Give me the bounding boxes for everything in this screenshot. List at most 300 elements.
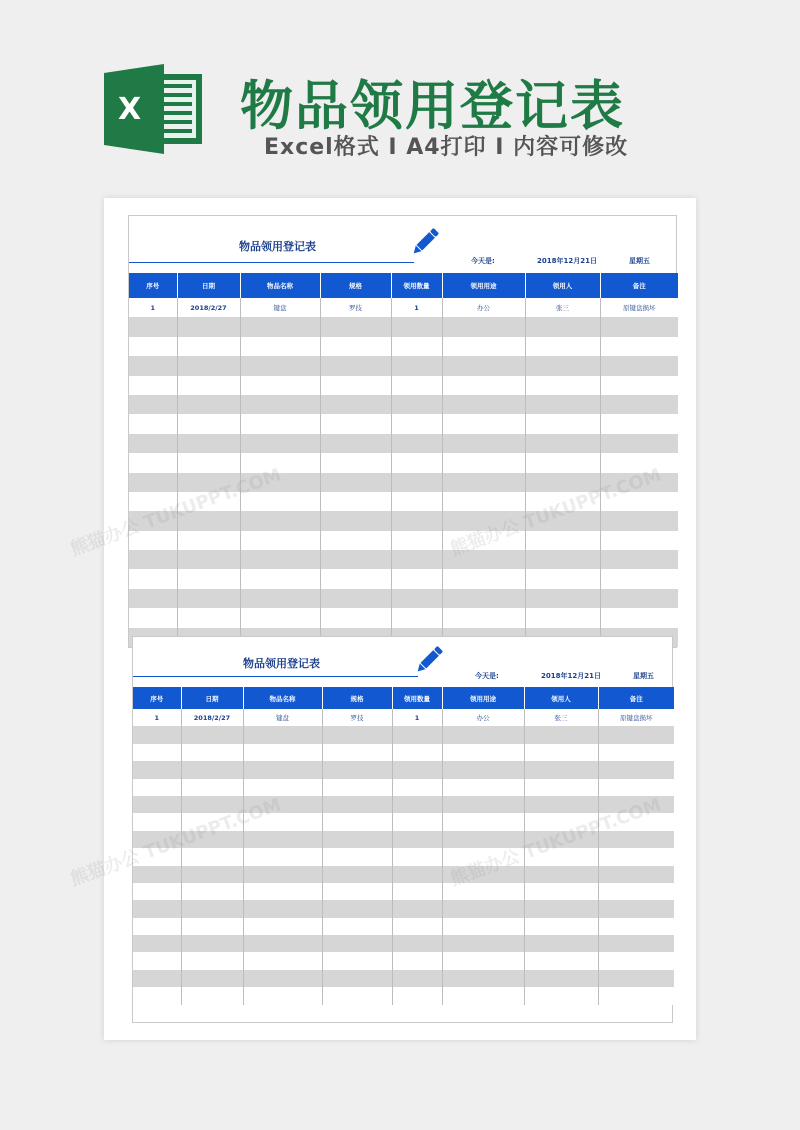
table-cell[interactable]: 1 [391, 298, 442, 317]
table-cell[interactable] [442, 744, 524, 761]
table-cell[interactable] [133, 987, 181, 1004]
table-cell[interactable] [600, 492, 678, 511]
table-cell[interactable] [600, 414, 678, 433]
table-cell[interactable] [598, 883, 674, 900]
table-cell[interactable] [133, 900, 181, 917]
table-cell[interactable] [600, 569, 678, 588]
table-cell[interactable] [525, 376, 600, 395]
table-cell[interactable] [442, 434, 525, 453]
table-cell[interactable] [177, 317, 240, 336]
table-cell[interactable] [600, 531, 678, 550]
table-cell[interactable] [442, 900, 524, 917]
table-cell[interactable] [525, 492, 600, 511]
table-cell[interactable]: 1 [129, 298, 177, 317]
table-cell[interactable] [129, 608, 177, 627]
table-cell[interactable] [600, 376, 678, 395]
table-cell[interactable] [598, 831, 674, 848]
table-cell[interactable] [320, 473, 391, 492]
table-cell[interactable] [243, 970, 322, 987]
table-cell[interactable] [600, 589, 678, 608]
table-cell[interactable] [598, 813, 674, 830]
table-cell[interactable] [243, 848, 322, 865]
table-cell[interactable] [240, 589, 320, 608]
table-cell[interactable] [243, 813, 322, 830]
table-row [129, 569, 678, 588]
table-row [133, 970, 674, 987]
table-cell[interactable] [598, 761, 674, 778]
title-underline [129, 262, 414, 263]
table-cell[interactable] [524, 918, 598, 935]
table-cell[interactable]: 罗技 [320, 298, 391, 317]
table-cell[interactable] [243, 883, 322, 900]
table-cell[interactable] [442, 761, 524, 778]
table-cell[interactable] [442, 952, 524, 969]
table-cell[interactable] [133, 796, 181, 813]
table-cell[interactable] [177, 511, 240, 530]
table-cell[interactable] [442, 779, 524, 796]
table-cell[interactable] [391, 414, 442, 433]
column-header: 规格 [320, 273, 391, 298]
column-header: 领用用途 [442, 687, 524, 709]
table-cell[interactable] [129, 317, 177, 336]
title-underline [133, 676, 418, 677]
table-cell[interactable] [524, 779, 598, 796]
table-cell[interactable] [442, 589, 525, 608]
table-cell[interactable] [240, 337, 320, 356]
table-cell[interactable] [320, 569, 391, 588]
table-cell[interactable]: 办公 [442, 298, 525, 317]
table-cell[interactable] [129, 569, 177, 588]
table-cell[interactable] [600, 473, 678, 492]
table-cell[interactable] [525, 356, 600, 375]
table-cell[interactable] [322, 813, 392, 830]
table-row [129, 492, 678, 511]
table-cell[interactable] [525, 550, 600, 569]
table-cell[interactable] [524, 987, 598, 1004]
table-cell[interactable] [129, 395, 177, 414]
table-cell[interactable] [598, 779, 674, 796]
table-cell[interactable]: 原键盘损坏 [598, 709, 674, 726]
table-cell[interactable] [320, 414, 391, 433]
table-cell[interactable] [392, 744, 442, 761]
table-cell[interactable] [600, 434, 678, 453]
table-cell[interactable] [320, 531, 391, 550]
table-cell[interactable] [240, 317, 320, 336]
table-cell[interactable] [392, 779, 442, 796]
table-cell[interactable] [322, 935, 392, 952]
table-cell[interactable] [524, 796, 598, 813]
table-row [133, 761, 674, 778]
table-cell[interactable] [129, 511, 177, 530]
table-cell[interactable] [133, 883, 181, 900]
table-cell[interactable] [240, 414, 320, 433]
table-cell[interactable] [240, 608, 320, 627]
table-cell[interactable] [600, 608, 678, 627]
table-cell[interactable] [442, 453, 525, 472]
table-cell[interactable] [133, 866, 181, 883]
table-cell[interactable] [243, 866, 322, 883]
table-cell[interactable] [133, 726, 181, 743]
table-cell[interactable]: 1 [392, 709, 442, 726]
table-cell[interactable] [524, 866, 598, 883]
table-cell[interactable] [320, 511, 391, 530]
table-cell[interactable] [600, 453, 678, 472]
table-cell[interactable] [320, 434, 391, 453]
table-cell[interactable] [322, 987, 392, 1004]
table-cell[interactable] [322, 900, 392, 917]
table-cell[interactable] [524, 726, 598, 743]
table-cell[interactable] [243, 935, 322, 952]
table-cell[interactable] [391, 531, 442, 550]
today-label: 今天是: [471, 257, 495, 265]
page-subtitle: Excel格式 I A4打印 I 内容可修改 [264, 135, 629, 160]
column-header: 备注 [600, 273, 678, 298]
table-cell[interactable] [442, 987, 524, 1004]
table-cell[interactable] [598, 796, 674, 813]
table-cell[interactable] [525, 473, 600, 492]
table-cell[interactable] [391, 608, 442, 627]
table-cell[interactable] [322, 831, 392, 848]
table-row [129, 550, 678, 569]
table-cell[interactable] [598, 848, 674, 865]
table-cell[interactable] [177, 492, 240, 511]
table-cell[interactable] [525, 511, 600, 530]
table-cell[interactable] [598, 744, 674, 761]
table-cell[interactable] [442, 608, 525, 627]
table-cell[interactable] [240, 569, 320, 588]
table-cell[interactable]: 1 [133, 709, 181, 726]
table-cell[interactable] [442, 726, 524, 743]
table-cell[interactable] [524, 761, 598, 778]
table-cell[interactable] [240, 453, 320, 472]
table-cell[interactable] [322, 918, 392, 935]
table-cell[interactable] [177, 414, 240, 433]
table-cell[interactable] [391, 356, 442, 375]
table-cell[interactable] [177, 337, 240, 356]
table-cell[interactable] [391, 550, 442, 569]
table-cell[interactable] [181, 900, 243, 917]
table-cell[interactable] [442, 569, 525, 588]
register-table [129, 273, 678, 647]
pencil-icon [411, 642, 447, 678]
table-cell[interactable] [181, 744, 243, 761]
table-cell[interactable]: 张三 [525, 298, 600, 317]
table-cell[interactable] [392, 796, 442, 813]
table-cell[interactable] [600, 356, 678, 375]
table-cell[interactable] [240, 511, 320, 530]
register-sheet-1 [128, 215, 677, 648]
table-cell[interactable] [442, 473, 525, 492]
table-cell[interactable] [600, 317, 678, 336]
table-row [129, 414, 678, 433]
table-row [133, 952, 674, 969]
table-cell[interactable] [129, 550, 177, 569]
table-cell[interactable]: 原键盘损坏 [600, 298, 678, 317]
table-cell[interactable] [525, 414, 600, 433]
table-cell[interactable] [392, 918, 442, 935]
table-cell[interactable] [181, 935, 243, 952]
table-cell[interactable] [243, 744, 322, 761]
table-cell[interactable] [392, 952, 442, 969]
table-cell[interactable] [524, 935, 598, 952]
table-cell[interactable] [392, 761, 442, 778]
table-cell[interactable] [600, 511, 678, 530]
table-cell[interactable] [525, 453, 600, 472]
table-cell[interactable] [524, 952, 598, 969]
table-cell[interactable] [525, 589, 600, 608]
table-cell[interactable] [177, 395, 240, 414]
table-cell[interactable] [322, 744, 392, 761]
table-cell[interactable] [524, 813, 598, 830]
table-cell[interactable] [129, 337, 177, 356]
table-cell[interactable] [177, 608, 240, 627]
table-cell[interactable] [392, 970, 442, 987]
table-cell[interactable] [129, 434, 177, 453]
table-cell[interactable] [181, 970, 243, 987]
table-row [129, 356, 678, 375]
table-cell[interactable] [391, 376, 442, 395]
table-cell[interactable] [133, 935, 181, 952]
table-cell[interactable] [129, 453, 177, 472]
table-cell[interactable] [181, 987, 243, 1004]
table-cell[interactable] [243, 952, 322, 969]
table-cell[interactable] [240, 434, 320, 453]
table-cell[interactable] [598, 987, 674, 1004]
table-cell[interactable] [240, 473, 320, 492]
table-cell[interactable] [442, 866, 524, 883]
table-cell[interactable] [524, 848, 598, 865]
table-cell[interactable]: 办公 [442, 709, 524, 726]
table-cell[interactable] [322, 761, 392, 778]
table-cell[interactable] [391, 589, 442, 608]
table-cell[interactable] [181, 726, 243, 743]
table-cell[interactable] [177, 550, 240, 569]
table-cell[interactable] [525, 608, 600, 627]
table-cell[interactable] [129, 414, 177, 433]
table-cell[interactable] [525, 531, 600, 550]
table-row [133, 883, 674, 900]
table-cell[interactable]: 张三 [524, 709, 598, 726]
table-cell[interactable] [392, 900, 442, 917]
table-cell[interactable] [391, 337, 442, 356]
table-cell[interactable] [525, 395, 600, 414]
column-header: 备注 [598, 687, 674, 709]
table-cell[interactable] [243, 831, 322, 848]
table-cell[interactable] [442, 531, 525, 550]
table-cell[interactable] [240, 376, 320, 395]
table-cell[interactable] [598, 918, 674, 935]
table-cell[interactable] [181, 813, 243, 830]
table-cell[interactable] [322, 970, 392, 987]
table-cell[interactable] [240, 550, 320, 569]
table-cell[interactable] [177, 356, 240, 375]
table-cell[interactable] [524, 883, 598, 900]
table-cell[interactable] [322, 866, 392, 883]
table-row [129, 376, 678, 395]
table-cell[interactable] [598, 726, 674, 743]
table-cell[interactable] [598, 952, 674, 969]
table-cell[interactable] [322, 883, 392, 900]
table-cell[interactable] [133, 744, 181, 761]
table-cell[interactable] [442, 796, 524, 813]
table-cell[interactable] [442, 376, 525, 395]
table-cell[interactable] [442, 414, 525, 433]
table-cell[interactable] [322, 848, 392, 865]
table-cell[interactable] [392, 848, 442, 865]
table-cell[interactable] [129, 589, 177, 608]
table-cell[interactable] [442, 935, 524, 952]
table-cell[interactable] [524, 744, 598, 761]
table-cell[interactable]: 罗技 [322, 709, 392, 726]
table-row [129, 608, 678, 627]
table-cell[interactable] [177, 434, 240, 453]
table-cell[interactable] [177, 473, 240, 492]
table-cell[interactable] [391, 395, 442, 414]
table-cell[interactable] [320, 608, 391, 627]
table-cell[interactable] [240, 395, 320, 414]
table-cell[interactable] [133, 813, 181, 830]
table-cell[interactable]: 2018/2/27 [181, 709, 243, 726]
table-cell[interactable] [320, 376, 391, 395]
table-cell[interactable] [181, 952, 243, 969]
table-cell[interactable] [391, 569, 442, 588]
column-header: 领用人 [525, 273, 600, 298]
table-cell[interactable] [243, 761, 322, 778]
table-cell[interactable] [322, 726, 392, 743]
table-cell[interactable] [129, 356, 177, 375]
table-cell[interactable] [392, 831, 442, 848]
table-cell[interactable] [442, 356, 525, 375]
table-cell[interactable] [392, 866, 442, 883]
table-cell[interactable] [442, 831, 524, 848]
table-cell[interactable] [133, 918, 181, 935]
table-cell[interactable] [240, 356, 320, 375]
table-cell[interactable] [240, 531, 320, 550]
table-cell[interactable] [600, 337, 678, 356]
table-cell[interactable] [525, 317, 600, 336]
table-cell[interactable] [442, 970, 524, 987]
table-cell[interactable] [391, 492, 442, 511]
table-cell[interactable] [243, 918, 322, 935]
table-cell[interactable] [181, 866, 243, 883]
table-cell[interactable] [181, 831, 243, 848]
table-cell[interactable] [322, 779, 392, 796]
table-cell[interactable]: 键盘 [243, 709, 322, 726]
table-cell[interactable] [133, 761, 181, 778]
table-cell[interactable] [598, 866, 674, 883]
table-cell[interactable] [177, 589, 240, 608]
table-cell[interactable] [133, 952, 181, 969]
table-cell[interactable] [133, 970, 181, 987]
table-cell[interactable] [442, 395, 525, 414]
table-cell[interactable] [177, 531, 240, 550]
table-cell[interactable]: 键盘 [240, 298, 320, 317]
table-cell[interactable] [320, 492, 391, 511]
table-cell[interactable] [391, 473, 442, 492]
table-cell[interactable] [598, 900, 674, 917]
table-cell[interactable] [177, 453, 240, 472]
sheet-header [129, 216, 676, 273]
table-cell[interactable] [598, 935, 674, 952]
table-cell[interactable] [181, 779, 243, 796]
table-cell[interactable]: 2018/2/27 [177, 298, 240, 317]
table-cell[interactable] [392, 987, 442, 1004]
table-cell[interactable] [442, 848, 524, 865]
table-cell[interactable] [320, 550, 391, 569]
table-cell[interactable] [442, 813, 524, 830]
table-cell[interactable] [392, 726, 442, 743]
page-title: 物品领用登记表 [240, 76, 625, 137]
table-cell[interactable] [240, 492, 320, 511]
table-cell[interactable] [442, 550, 525, 569]
table-cell[interactable] [442, 918, 524, 935]
table-cell[interactable] [133, 779, 181, 796]
table-cell[interactable] [320, 337, 391, 356]
table-cell[interactable] [181, 918, 243, 935]
table-cell[interactable] [133, 831, 181, 848]
table-cell[interactable] [243, 987, 322, 1004]
table-row [133, 831, 674, 848]
table-cell[interactable] [525, 569, 600, 588]
table-cell[interactable] [129, 531, 177, 550]
table-cell[interactable] [442, 883, 524, 900]
table-cell[interactable] [181, 848, 243, 865]
table-cell[interactable] [322, 952, 392, 969]
table-cell[interactable] [600, 550, 678, 569]
table-cell[interactable] [129, 473, 177, 492]
table-cell[interactable] [392, 883, 442, 900]
table-cell[interactable] [320, 589, 391, 608]
table-cell[interactable] [524, 831, 598, 848]
table-cell[interactable] [442, 492, 525, 511]
table-cell[interactable] [392, 813, 442, 830]
table-cell[interactable] [525, 337, 600, 356]
table-cell[interactable] [391, 317, 442, 336]
table-cell[interactable] [181, 761, 243, 778]
table-cell[interactable] [129, 376, 177, 395]
table-cell[interactable] [181, 883, 243, 900]
table-row [133, 726, 674, 743]
table-cell[interactable] [392, 935, 442, 952]
table-cell[interactable] [322, 796, 392, 813]
table-cell[interactable] [391, 511, 442, 530]
table-cell[interactable] [129, 492, 177, 511]
table-cell[interactable] [525, 434, 600, 453]
table-cell[interactable] [243, 726, 322, 743]
table-cell[interactable] [320, 453, 391, 472]
table-cell[interactable] [598, 970, 674, 987]
table-cell[interactable] [177, 376, 240, 395]
table-cell[interactable] [442, 511, 525, 530]
table-cell[interactable] [391, 453, 442, 472]
column-header: 规格 [322, 687, 392, 709]
table-cell[interactable] [181, 796, 243, 813]
table-cell[interactable] [442, 337, 525, 356]
table-cell[interactable] [243, 796, 322, 813]
table-cell[interactable] [133, 848, 181, 865]
table-cell[interactable] [320, 356, 391, 375]
table-cell[interactable] [243, 779, 322, 796]
table-cell[interactable] [320, 317, 391, 336]
table-cell[interactable] [243, 900, 322, 917]
table-cell[interactable] [524, 970, 598, 987]
table-cell[interactable] [524, 900, 598, 917]
table-cell[interactable] [320, 395, 391, 414]
table-cell[interactable] [391, 434, 442, 453]
table-cell[interactable] [600, 395, 678, 414]
table-cell[interactable] [442, 317, 525, 336]
table-cell[interactable] [177, 569, 240, 588]
